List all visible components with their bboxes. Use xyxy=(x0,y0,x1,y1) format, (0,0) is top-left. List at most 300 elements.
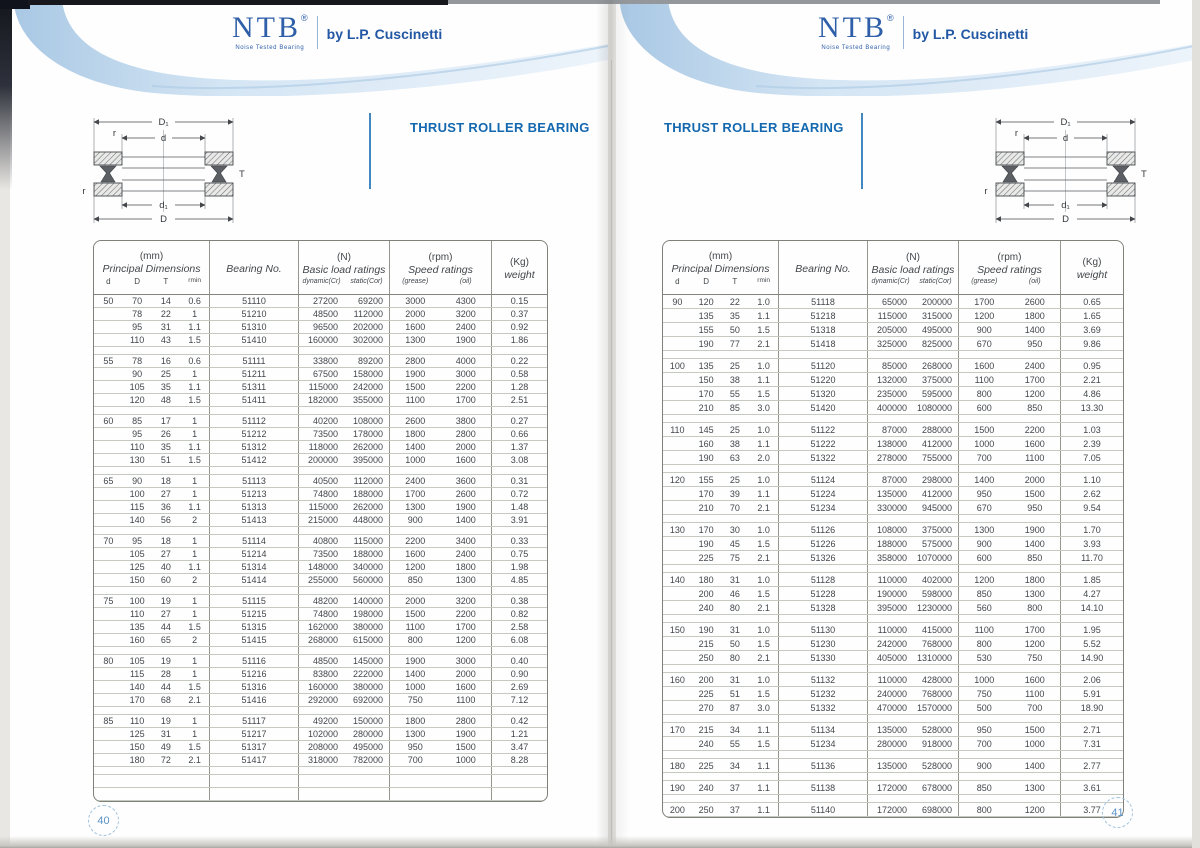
cell: 1500 xyxy=(405,382,426,392)
cell: 302000 xyxy=(352,335,383,345)
cell: 945000 xyxy=(921,502,952,513)
cell: 49 xyxy=(160,742,171,752)
table-row xyxy=(94,321,547,334)
cell: 205000 xyxy=(876,324,907,335)
cell: 51 xyxy=(160,455,171,465)
dim-label-r-top: r xyxy=(1014,128,1018,139)
cell: 200 xyxy=(698,588,714,599)
cell: 45 xyxy=(729,538,740,549)
cell: 528000 xyxy=(921,760,952,771)
cell: 330000 xyxy=(876,502,907,513)
cell: 1 xyxy=(192,609,198,619)
cell: 242000 xyxy=(352,382,383,392)
cell: 1 xyxy=(192,536,198,546)
cell: 7.12 xyxy=(510,695,529,705)
cell: 16 xyxy=(160,356,171,366)
cell: 1500 xyxy=(405,609,426,619)
table-row xyxy=(663,373,1123,387)
cell: 51126 xyxy=(810,524,836,535)
cell: 3200 xyxy=(455,309,476,319)
cell: 1700 xyxy=(1024,624,1045,635)
cell: 51215 xyxy=(241,609,267,619)
cell: 448000 xyxy=(352,515,383,525)
cell: 755000 xyxy=(921,452,952,463)
cell: 51328 xyxy=(810,602,836,613)
cell: 1900 xyxy=(455,335,476,345)
cell: 39 xyxy=(729,488,740,499)
cell: 1.1 xyxy=(188,322,201,332)
cell: 1900 xyxy=(405,369,426,379)
header-weight xyxy=(1060,241,1123,294)
cell: 1900 xyxy=(1024,524,1045,535)
cell: 115000 xyxy=(308,502,338,512)
cell: 2.39 xyxy=(1083,438,1101,449)
cell: 2400 xyxy=(405,476,426,486)
catalog-page-right xyxy=(616,0,1194,848)
cell: 1000 xyxy=(1024,738,1045,749)
cell: 36 xyxy=(160,502,171,512)
table-row xyxy=(94,415,547,428)
cell: 1.5 xyxy=(188,455,201,465)
cell: 51118 xyxy=(811,296,835,307)
cell: 4.85 xyxy=(510,575,529,585)
cell: 26 xyxy=(160,429,171,439)
table-row xyxy=(94,334,547,347)
cell: 1.1 xyxy=(188,502,201,512)
cell: 73500 xyxy=(312,429,338,439)
cell: 1600 xyxy=(405,322,426,332)
cell: 51128 xyxy=(810,574,836,585)
cell: 182000 xyxy=(307,395,338,405)
cell: 280000 xyxy=(352,729,383,739)
cell: 315000 xyxy=(921,310,952,321)
cell: 1.5 xyxy=(188,335,201,345)
table-row xyxy=(663,387,1123,401)
cell: 2.77 xyxy=(1083,760,1101,771)
cell: 160 xyxy=(129,635,145,645)
cell: 1.5 xyxy=(757,738,770,749)
scan-right-edge xyxy=(1192,0,1200,848)
cell: 31 xyxy=(729,624,740,635)
cell: 560 xyxy=(976,602,992,613)
table-spacer-row xyxy=(663,515,1123,523)
cell: 1.03 xyxy=(1083,424,1101,435)
cell: 3200 xyxy=(455,596,476,606)
page-gutter-shadow xyxy=(596,0,630,848)
cell: 125 xyxy=(129,562,145,572)
cell: 1700 xyxy=(455,622,476,632)
cell: 240 xyxy=(698,782,714,793)
cell: 51218 xyxy=(810,310,836,321)
table-spacer-row xyxy=(94,407,547,415)
cell: 1500 xyxy=(974,424,995,435)
cell: 115000 xyxy=(353,536,383,546)
cell: 40 xyxy=(160,562,171,572)
dim-label-d: d xyxy=(160,133,167,144)
cell: 51113 xyxy=(242,476,266,486)
cell: 3.0 xyxy=(757,402,770,413)
cell: 78 xyxy=(132,309,143,319)
cell: 87000 xyxy=(881,424,907,435)
cell: 1.0 xyxy=(757,574,770,585)
cell: 800 xyxy=(976,638,992,649)
cell: 1 xyxy=(192,729,198,739)
table-spacer-row xyxy=(94,587,547,595)
table-row xyxy=(94,741,547,754)
cell: 0.31 xyxy=(510,476,529,486)
cell: 158000 xyxy=(352,369,383,379)
cell: 2200 xyxy=(455,609,476,619)
cell: 800 xyxy=(407,635,423,645)
weight-unit: (Kg) xyxy=(1082,256,1102,268)
cell: 2200 xyxy=(1024,424,1045,435)
cell: 96500 xyxy=(312,322,338,332)
cell: 60 xyxy=(160,575,171,585)
cell: 1.5 xyxy=(757,588,770,599)
cell: 90 xyxy=(132,476,143,486)
table-row xyxy=(663,701,1123,715)
dim-label-D: D xyxy=(160,214,167,225)
cell: 51310 xyxy=(241,322,267,332)
cell: 190 xyxy=(698,338,714,349)
cell: 3000 xyxy=(405,296,426,306)
logo-divider xyxy=(903,16,904,49)
cell: 4.86 xyxy=(1083,388,1101,399)
table-row xyxy=(94,514,547,527)
cell: 19 xyxy=(160,716,171,726)
cell: 325000 xyxy=(876,338,907,349)
cell: 51220 xyxy=(810,374,836,385)
table-row xyxy=(663,587,1123,601)
cell: 102000 xyxy=(307,729,338,739)
cell: 77 xyxy=(729,338,740,349)
cell: 1900 xyxy=(455,729,476,739)
bearing-no-label: Bearing No. xyxy=(795,262,851,275)
cell: 190 xyxy=(669,782,685,793)
logo-text: NTB xyxy=(232,11,301,44)
cell: 268000 xyxy=(307,635,338,645)
cell: 1400 xyxy=(1024,538,1045,549)
col-D: D xyxy=(134,277,141,286)
table-row xyxy=(663,537,1123,551)
cell: 51320 xyxy=(810,388,836,399)
dim-label-d1: d₁ xyxy=(1061,200,1070,211)
cell: 1.0 xyxy=(757,360,770,371)
cell: 950 xyxy=(1027,338,1043,349)
dim-label-T: T xyxy=(1141,169,1147,180)
cell: 51311 xyxy=(241,382,267,392)
cell: 750 xyxy=(1027,652,1043,663)
table-spacer-row xyxy=(94,347,547,355)
cell: 172000 xyxy=(876,804,907,815)
cell: 51332 xyxy=(810,702,836,713)
table-row xyxy=(94,668,547,681)
load-label: Basic load ratings xyxy=(302,264,386,276)
cell: 51313 xyxy=(241,502,267,512)
dim-label-T: T xyxy=(239,169,245,180)
header-speed-ratings xyxy=(958,241,1060,294)
cell: 1200 xyxy=(974,574,995,585)
cell: 900 xyxy=(976,538,992,549)
cell: 110000 xyxy=(877,624,907,635)
cell: 148000 xyxy=(307,562,338,572)
cell: 49200 xyxy=(312,716,338,726)
table-spacer-row xyxy=(94,527,547,535)
cell: 1.1 xyxy=(188,562,201,572)
cell: 89200 xyxy=(357,356,383,366)
registered-mark: ® xyxy=(301,13,308,23)
cell: 87000 xyxy=(881,474,907,485)
cell: 1300 xyxy=(974,524,995,535)
cell: 1.86 xyxy=(510,335,529,345)
cell: 1400 xyxy=(405,442,426,452)
cell: 2.62 xyxy=(1083,488,1101,499)
table-row xyxy=(663,687,1123,701)
col-dynamic: dynamic(Cr) xyxy=(871,278,910,285)
cell: 600 xyxy=(976,552,992,563)
cell: 1100 xyxy=(405,395,425,405)
cell: 25 xyxy=(729,360,740,371)
cell: 500 xyxy=(976,702,992,713)
cell: 200000 xyxy=(307,455,338,465)
speed-label: Speed ratings xyxy=(977,264,1042,276)
table-row xyxy=(663,523,1123,537)
cell: 135 xyxy=(698,310,714,321)
cell: 2.1 xyxy=(757,652,770,663)
table-row xyxy=(94,621,547,634)
dim-label-r-top: r xyxy=(112,128,116,139)
cell: 2.69 xyxy=(510,682,529,692)
cell: 1100 xyxy=(1025,688,1045,699)
cell: 0.65 xyxy=(1083,296,1101,307)
col-T: T xyxy=(163,277,169,286)
table-row xyxy=(663,759,1123,773)
cell: 188000 xyxy=(352,489,383,499)
table-row xyxy=(663,623,1123,637)
cell: 1000 xyxy=(405,682,426,692)
cell: 800 xyxy=(976,388,992,399)
cell: 1300 xyxy=(455,575,476,585)
cell: 1 xyxy=(192,309,198,319)
cell: 51420 xyxy=(810,402,836,413)
cell: 598000 xyxy=(921,588,952,599)
cell: 51130 xyxy=(810,624,836,635)
cell: 115000 xyxy=(877,310,907,321)
cell: 140000 xyxy=(352,596,383,606)
cell: 280000 xyxy=(876,738,907,749)
cell: 160 xyxy=(698,438,714,449)
cell: 262000 xyxy=(352,442,383,452)
cell: 55 xyxy=(729,388,740,399)
dim-label-d1: d₁ xyxy=(159,200,168,211)
table-row xyxy=(94,428,547,441)
cell: 395000 xyxy=(352,455,383,465)
cell: 7.31 xyxy=(1083,738,1101,749)
table-row xyxy=(94,608,547,621)
cell: 110 xyxy=(129,609,145,619)
cell: 1.5 xyxy=(757,388,770,399)
table-row xyxy=(94,694,547,707)
cell: 395000 xyxy=(876,602,907,613)
header-dimensions xyxy=(663,241,778,294)
bearing-cross-section-diagram xyxy=(76,102,251,227)
cell: 51412 xyxy=(241,455,267,465)
table-row xyxy=(663,601,1123,615)
weight-label: weight xyxy=(504,268,535,281)
cell: 950 xyxy=(1027,502,1043,513)
cell: 110 xyxy=(129,716,145,726)
cell: 51132 xyxy=(810,674,836,685)
cell: 850 xyxy=(1027,552,1043,563)
cell: 18 xyxy=(160,536,171,546)
cell: 50 xyxy=(729,638,740,649)
cell: 115 xyxy=(129,502,145,512)
cell: 33800 xyxy=(312,356,338,366)
cell: 51211 xyxy=(241,369,267,379)
cell: 51232 xyxy=(810,688,836,699)
title-rule xyxy=(861,113,863,189)
cell: 44 xyxy=(160,682,171,692)
ntb-logo xyxy=(232,13,442,51)
cell: 51115 xyxy=(242,596,266,606)
cell: 825000 xyxy=(921,338,952,349)
header-weight xyxy=(491,241,547,294)
cell: 65000 xyxy=(881,296,907,307)
cell: 1.1 xyxy=(757,782,770,793)
cell: 2800 xyxy=(455,429,476,439)
cell: 1.5 xyxy=(757,538,770,549)
table-row xyxy=(663,309,1123,323)
cell: 1500 xyxy=(455,742,476,752)
cell: 250 xyxy=(698,804,714,815)
catalog-page-left xyxy=(10,0,608,848)
table-row xyxy=(663,501,1123,515)
col-rmin: rmin xyxy=(757,277,770,284)
cell: 1310000 xyxy=(916,652,952,663)
table-spacer-row xyxy=(663,415,1123,423)
header-bearing-no xyxy=(778,241,867,294)
cell: 2000 xyxy=(405,596,426,606)
cell: 145 xyxy=(698,424,714,435)
speed-unit: (rpm) xyxy=(428,252,453,263)
page-fold-line xyxy=(611,60,612,848)
dims-label: Principal Dimensions xyxy=(671,263,770,275)
dims-unit: (mm) xyxy=(139,251,164,262)
cell: 1800 xyxy=(405,716,426,726)
cell: 51114 xyxy=(242,536,266,546)
cell: 208000 xyxy=(307,742,338,752)
cell: 950 xyxy=(407,742,423,752)
cell: 900 xyxy=(976,760,992,771)
cell: 108000 xyxy=(352,416,383,426)
cell: 2000 xyxy=(455,669,476,679)
cell: 1 xyxy=(192,549,198,559)
cell: 1300 xyxy=(1024,588,1045,599)
table-row xyxy=(663,451,1123,465)
cell: 27 xyxy=(160,489,171,499)
cell: 1200 xyxy=(405,562,426,572)
cell: 72 xyxy=(160,755,171,765)
cell: 700 xyxy=(407,755,423,765)
cell: 190 xyxy=(698,538,714,549)
cell: 1070000 xyxy=(916,552,952,563)
cell: 0.95 xyxy=(1083,360,1101,371)
cell: 1.1 xyxy=(757,438,770,449)
cell: 100 xyxy=(669,360,685,371)
cell: 51224 xyxy=(810,488,836,499)
cell: 70 xyxy=(729,502,740,513)
cell: 17 xyxy=(160,416,171,426)
cell: 428000 xyxy=(921,674,952,685)
cell: 100 xyxy=(129,489,145,499)
cell: 210 xyxy=(698,402,714,413)
cell: 900 xyxy=(407,515,423,525)
cell: 115 xyxy=(129,669,145,679)
cell: 43 xyxy=(160,335,171,345)
cell: 1100 xyxy=(1025,452,1045,463)
cell: 48200 xyxy=(312,596,338,606)
cell: 1.21 xyxy=(510,729,529,739)
cell: 51316 xyxy=(241,682,267,692)
cell: 3.91 xyxy=(510,515,529,525)
cell: 3.69 xyxy=(1083,324,1101,335)
cell: 560000 xyxy=(352,575,383,585)
cell: 1800 xyxy=(1024,574,1045,585)
cell: 1.28 xyxy=(510,382,529,392)
cell: 1 xyxy=(192,669,198,679)
cell: 8.28 xyxy=(510,755,529,765)
cell: 51234 xyxy=(810,738,836,749)
cell: 160000 xyxy=(307,682,338,692)
cell: 135 xyxy=(129,622,145,632)
cell: 105 xyxy=(129,382,145,392)
cell: 51120 xyxy=(810,360,836,371)
cell: 950 xyxy=(976,488,992,499)
cell: 2.1 xyxy=(757,552,770,563)
cell: 1900 xyxy=(405,656,426,666)
cell: 225 xyxy=(698,552,714,563)
table-row xyxy=(94,295,547,308)
cell: 51 xyxy=(729,688,740,699)
col-D: D xyxy=(703,277,710,286)
cell: 1.5 xyxy=(757,688,770,699)
cell: 1000 xyxy=(455,755,476,765)
cell: 2.71 xyxy=(1083,724,1101,735)
cell: 85000 xyxy=(881,360,907,371)
table-row xyxy=(94,595,547,608)
cell: 0.42 xyxy=(510,716,529,726)
cell: 9.54 xyxy=(1083,502,1101,513)
cell: 28 xyxy=(160,669,171,679)
cell: 2 xyxy=(192,635,198,645)
cell: 1.0 xyxy=(757,296,770,307)
cell: 2800 xyxy=(405,356,426,366)
table-row xyxy=(94,501,547,514)
cell: 318000 xyxy=(307,755,338,765)
cell: 3000 xyxy=(455,369,476,379)
cell: 1.1 xyxy=(757,488,770,499)
cell: 69200 xyxy=(357,296,383,306)
cell: 130 xyxy=(129,455,145,465)
cell: 4300 xyxy=(455,296,476,306)
cell: 1700 xyxy=(1024,374,1045,385)
cell: 35 xyxy=(160,442,171,452)
dim-label-D1: D₁ xyxy=(158,117,169,128)
cell: 105 xyxy=(129,656,145,666)
header-bearing-no xyxy=(209,241,298,294)
table-row xyxy=(94,355,547,368)
cell: 1.0 xyxy=(757,424,770,435)
